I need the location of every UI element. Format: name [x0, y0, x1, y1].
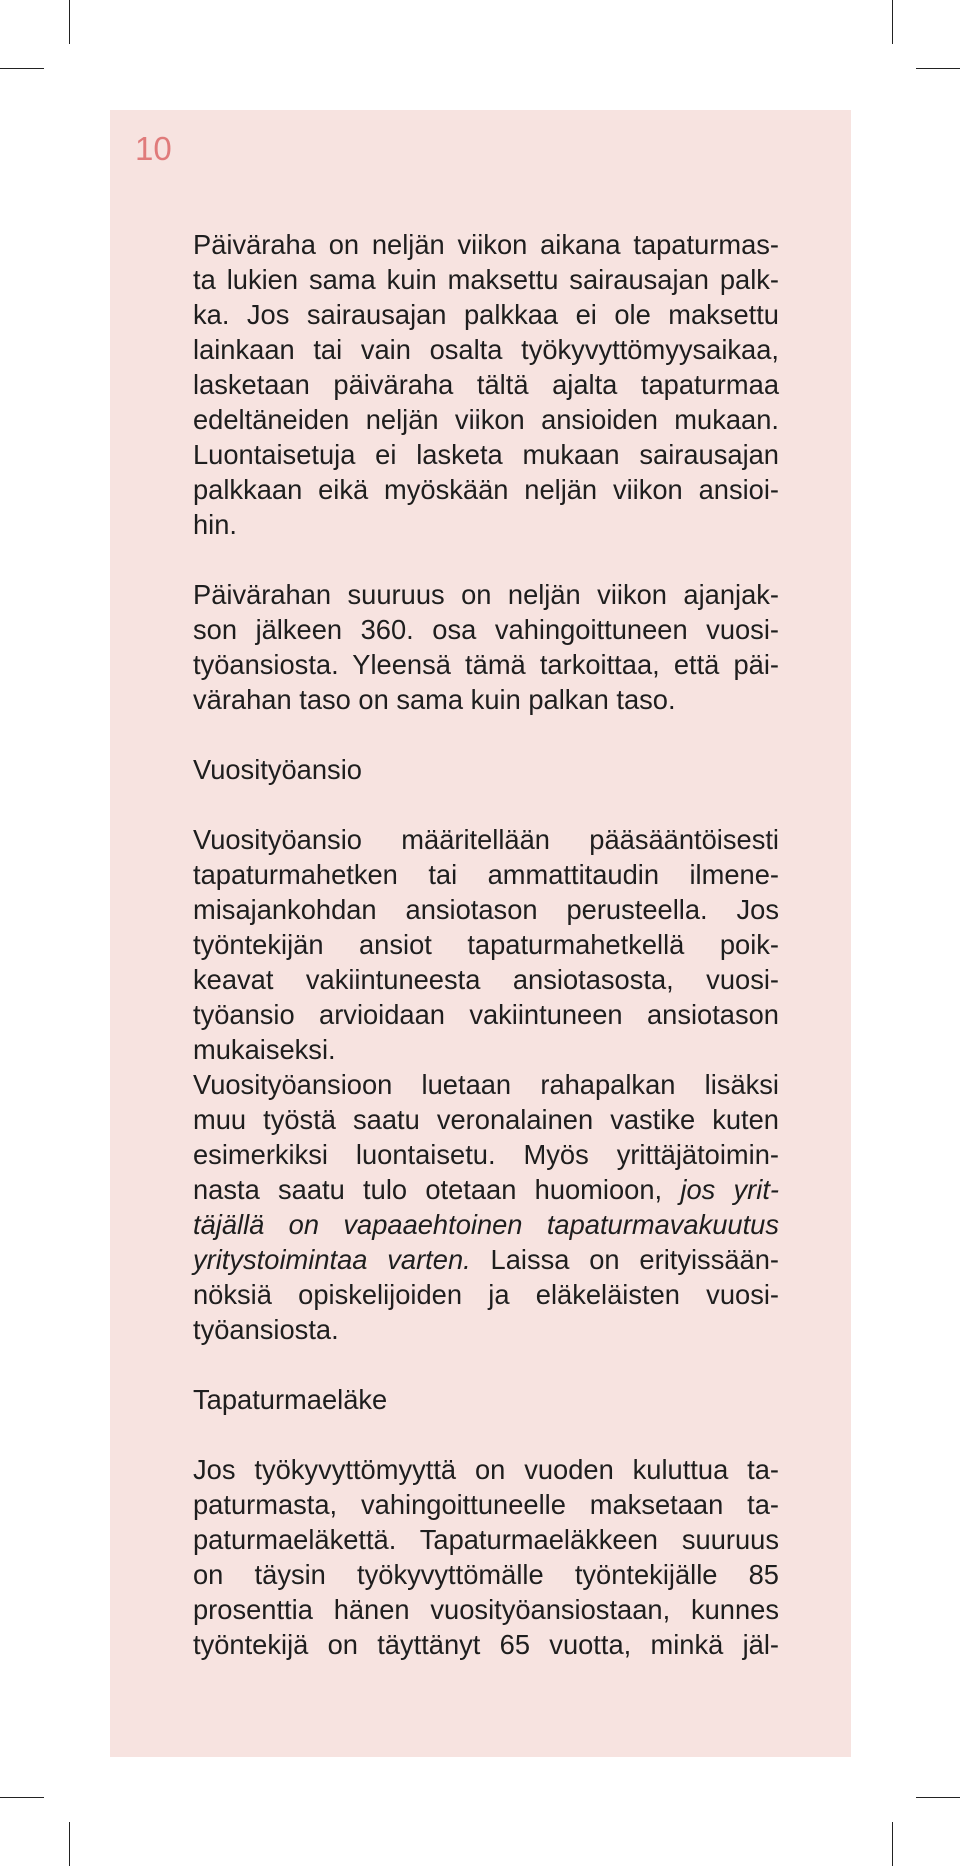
text-line: paturmaeläkettä. Tapaturmaeläkkeen suuruus [193, 1524, 779, 1555]
paragraph [193, 227, 779, 542]
crop-mark [0, 68, 44, 69]
text-line: on täysin työkyvyttömälle työntekijälle 85 [193, 1559, 779, 1590]
page-panel [110, 110, 851, 1757]
body-text [193, 227, 779, 1662]
text-line: työansio arvioidaan vakiintuneen ansiotason [193, 999, 779, 1030]
text-line: prosenttia hänen vuosityöansiostaan, kunnes [193, 1594, 779, 1625]
text-line: tapaturmahetken tai ammattitaudin ilmene- [193, 859, 779, 890]
text-line: palkkaan eikä myöskään neljän viikon ansioi- [193, 474, 779, 505]
italic-segment: jos yrit- [680, 1174, 779, 1205]
section-heading: Tapaturmaeläke [193, 1384, 388, 1415]
text-line [193, 1207, 779, 1242]
text-line: muu työstä saatu veronalainen vastike kuten [193, 1104, 779, 1135]
crop-mark [916, 1797, 960, 1798]
crop-mark [69, 0, 70, 44]
page-number: 10 [135, 130, 172, 167]
text-line: ka. Jos sairausajan palkkaa ei ole maksettu [193, 299, 779, 330]
text-line: ta lukien sama kuin maksettu sairausajan palk- [193, 264, 779, 295]
text-line: keavat vakiintuneesta ansiotasosta, vuosi- [193, 964, 779, 995]
text-line: Päivärahan suuruus on neljän viikon ajanjak- [193, 579, 779, 610]
text-line: esimerkiksi luontaisetu. Myös yrittäjätoimin- [193, 1139, 779, 1170]
crop-mark [0, 1797, 44, 1798]
paragraph [193, 1452, 779, 1662]
text-line: Päiväraha on neljän viikon aikana tapaturmas- [193, 229, 779, 260]
text-line [193, 1242, 779, 1277]
italic-segment: täjällä on vapaaehtoinen tapaturmavakuutus [193, 1209, 779, 1240]
paragraph [193, 577, 779, 717]
text-line: työntekijä on täyttänyt 65 vuotta, minkä jäl- [193, 1629, 779, 1660]
text-line: Vuosityöansioon luetaan rahapalkan lisäksi [193, 1069, 779, 1100]
text-line: Vuosityöansio määritellään pääsääntöisesti [193, 824, 779, 855]
text-line: misajankohdan ansiotason perusteella. Jos [193, 894, 779, 925]
text-segment: Laissa on erityissään- [470, 1244, 779, 1275]
text-line [193, 1172, 779, 1207]
text-line: lasketaan päiväraha tältä ajalta tapaturmaa [193, 369, 779, 400]
text-line: työntekijän ansiot tapaturmahetkellä poik- [193, 929, 779, 960]
crop-mark [69, 1822, 70, 1866]
text-line: mukaiseksi. [193, 1034, 336, 1065]
italic-segment: yritystoimintaa varten. [193, 1244, 471, 1275]
text-line: Jos työkyvyttömyyttä on vuoden kuluttua ta- [193, 1454, 779, 1485]
text-segment: nasta saatu tulo otetaan huomioon, [193, 1174, 681, 1205]
text-line: paturmasta, vahingoittuneelle maksetaan ta- [193, 1489, 779, 1520]
text-line: hin. [193, 509, 238, 540]
text-line: työansiosta. [193, 1314, 339, 1345]
text-line: edeltäneiden neljän viikon ansioiden mukaan. [193, 404, 779, 435]
text-line: nöksiä opiskelijoiden ja eläkeläisten vuosi- [193, 1279, 779, 1310]
paragraph [193, 822, 779, 1347]
section-heading: Vuosityöansio [193, 754, 362, 785]
text-line: työansiosta. Yleensä tämä tarkoittaa, että päi- [193, 649, 779, 680]
crop-mark [916, 68, 960, 69]
text-line: Luontaisetuja ei lasketa mukaan sairausajan [193, 439, 779, 470]
text-line: värahan taso on sama kuin palkan taso. [193, 684, 676, 715]
crop-mark [892, 0, 893, 44]
text-line: lainkaan tai vain osalta työkyvyttömyysaikaa, [193, 334, 779, 365]
text-line: son jälkeen 360. osa vahingoittuneen vuosi- [193, 614, 779, 645]
crop-mark [892, 1822, 893, 1866]
